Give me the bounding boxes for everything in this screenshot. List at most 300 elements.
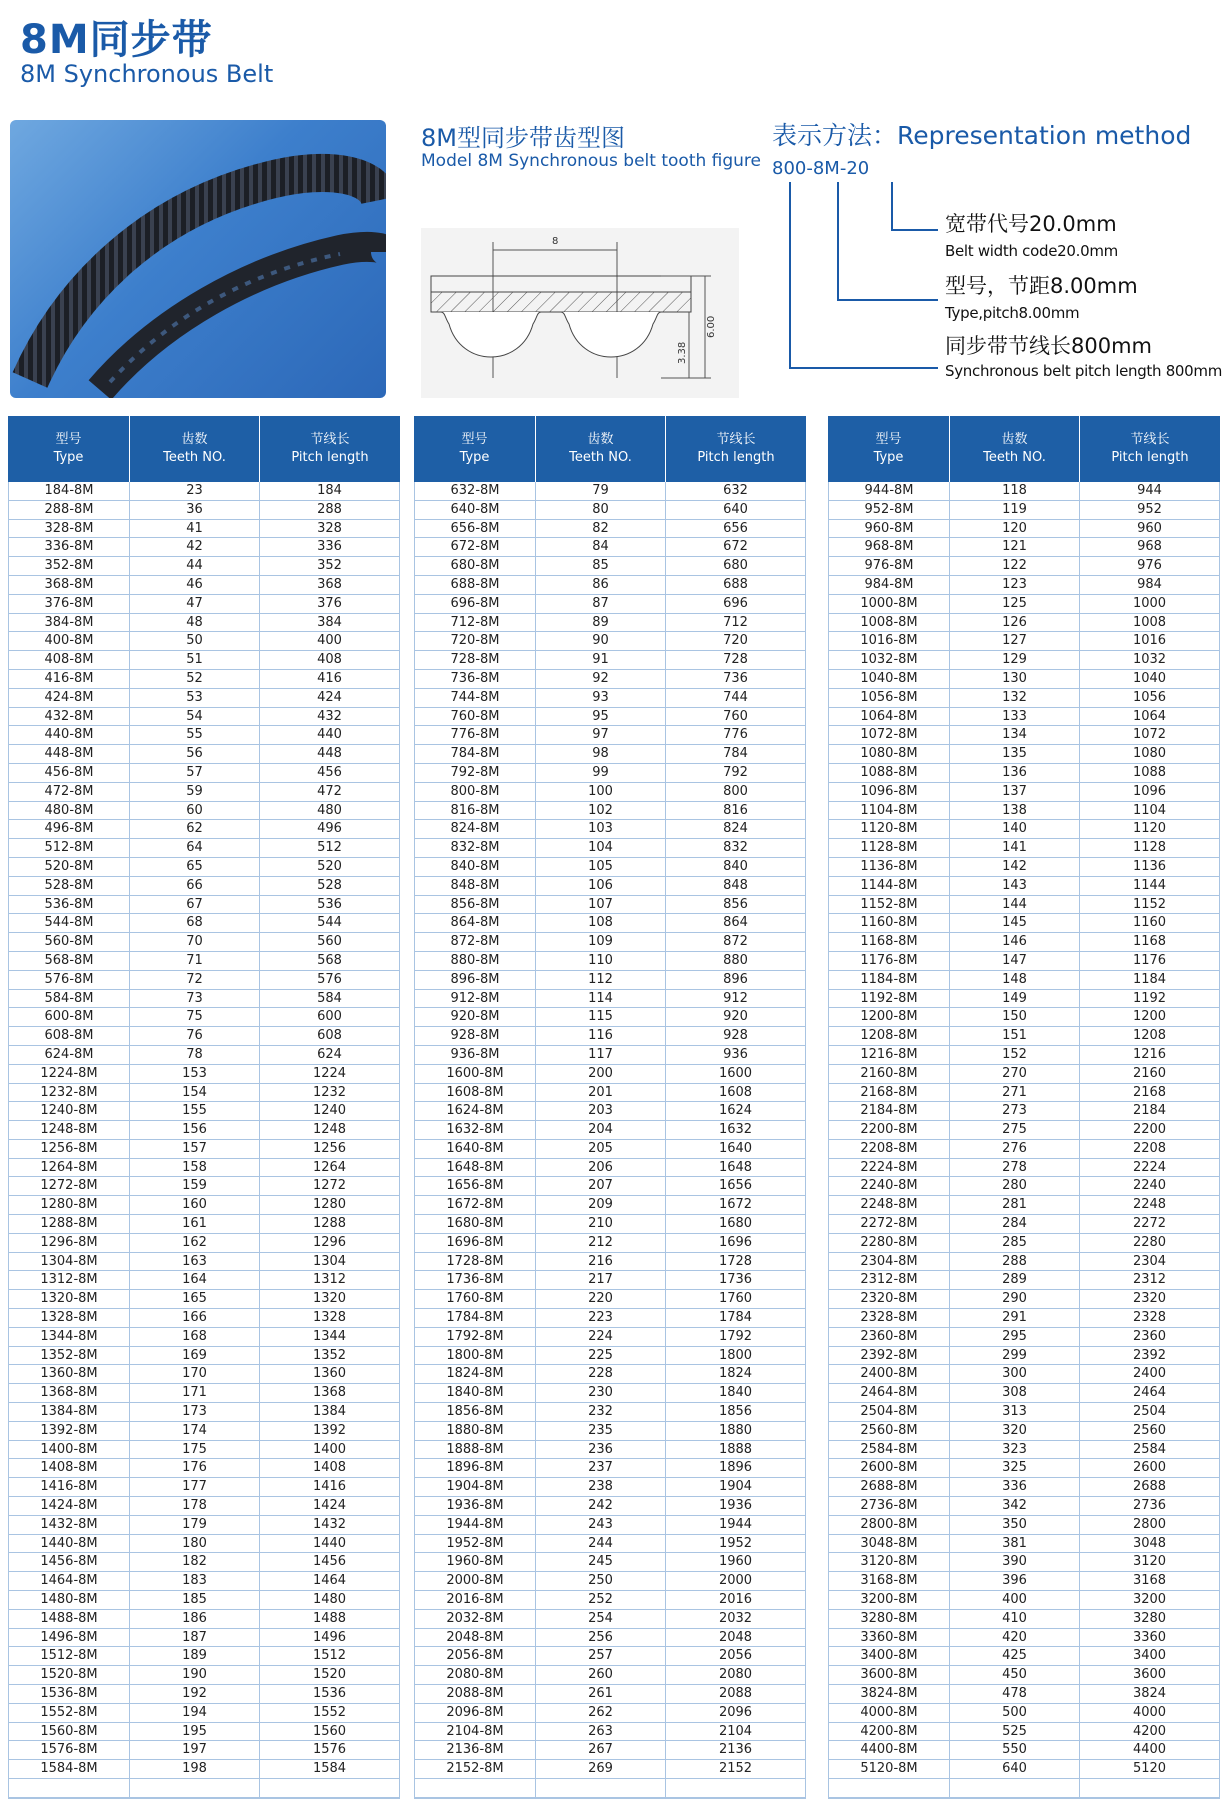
belt-table-1	[8, 416, 400, 1799]
table-row	[828, 708, 1220, 727]
cell-teeth: 179	[130, 1516, 260, 1535]
cell-type: 944-8M	[828, 482, 950, 501]
cell-type: 1416-8M	[8, 1478, 130, 1497]
representation-code	[772, 158, 869, 179]
cell-teeth: 323	[950, 1441, 1080, 1460]
cell-pitch-length: 880	[666, 952, 806, 971]
cell-teeth: 212	[536, 1234, 666, 1253]
table-row	[8, 726, 400, 745]
table-row	[8, 670, 400, 689]
table-row	[828, 1102, 1220, 1121]
table-row	[414, 1046, 806, 1065]
cell-teeth: 640	[950, 1760, 1080, 1779]
cell-teeth: 91	[536, 651, 666, 670]
cell-pitch-length: 584	[260, 990, 400, 1009]
cell-type: 1040-8M	[828, 670, 950, 689]
table-row	[414, 1403, 806, 1422]
cell-type: 1224-8M	[8, 1065, 130, 1084]
cell-pitch-length: 968	[1080, 538, 1220, 557]
cell-teeth: 71	[130, 952, 260, 971]
cell-pitch-length: 984	[1080, 576, 1220, 595]
cell-pitch-length: 3360	[1080, 1629, 1220, 1648]
table-row	[414, 1215, 806, 1234]
cell-teeth: 250	[536, 1572, 666, 1591]
cell-pitch-length: 368	[260, 576, 400, 595]
cell-pitch-length: 472	[260, 783, 400, 802]
cell-teeth: 106	[536, 877, 666, 896]
cell-type: 4400-8M	[828, 1741, 950, 1760]
cell-teeth: 160	[130, 1196, 260, 1215]
cell-type: 1328-8M	[8, 1309, 130, 1328]
col-header-pitch: 节线长 Pitch length	[1080, 416, 1220, 482]
table-row	[828, 745, 1220, 764]
cell-type: 1520-8M	[8, 1666, 130, 1685]
cell-teeth: 278	[950, 1159, 1080, 1178]
cell-teeth: 280	[950, 1177, 1080, 1196]
cell-type: 2208-8M	[828, 1140, 950, 1159]
cell-type: 984-8M	[828, 576, 950, 595]
table-row	[414, 614, 806, 633]
table-row	[414, 689, 806, 708]
cell-teeth: 121	[950, 538, 1080, 557]
table-row	[414, 1647, 806, 1666]
table-row	[414, 1140, 806, 1159]
cell-pitch-length: 624	[260, 1046, 400, 1065]
cell-teeth: 141	[950, 839, 1080, 858]
cell-type: 1696-8M	[414, 1234, 536, 1253]
cell-pitch-length: 3400	[1080, 1647, 1220, 1666]
cell-teeth: 162	[130, 1234, 260, 1253]
cell-type: 1600-8M	[414, 1065, 536, 1084]
cell-type: 2200-8M	[828, 1121, 950, 1140]
cell-pitch-length: 1608	[666, 1084, 806, 1103]
cell-pitch-length: 792	[666, 764, 806, 783]
table-row	[828, 670, 1220, 689]
cell-type: 1632-8M	[414, 1121, 536, 1140]
cell-type: 2688-8M	[828, 1478, 950, 1497]
cell-pitch-length: 1824	[666, 1365, 806, 1384]
table-row	[414, 1723, 806, 1742]
table-row	[8, 839, 400, 858]
cell-teeth: 156	[130, 1121, 260, 1140]
table-row	[828, 595, 1220, 614]
cell-teeth: 261	[536, 1685, 666, 1704]
table-row	[8, 689, 400, 708]
cell-type: 1440-8M	[8, 1535, 130, 1554]
cell-pitch-length: 2224	[1080, 1159, 1220, 1178]
cell-pitch-length: 912	[666, 990, 806, 1009]
cell-type: 3120-8M	[828, 1553, 950, 1572]
cell-type: 1888-8M	[414, 1441, 536, 1460]
table-row	[414, 1196, 806, 1215]
cell-teeth: 126	[950, 614, 1080, 633]
cell-pitch-length: 856	[666, 896, 806, 915]
cell-type: 1032-8M	[828, 651, 950, 670]
cell-teeth: 400	[950, 1591, 1080, 1610]
cell-teeth	[130, 1779, 260, 1799]
cell-type	[414, 1779, 536, 1799]
table-row	[828, 1046, 1220, 1065]
table-row	[828, 726, 1220, 745]
cell-type: 1280-8M	[8, 1196, 130, 1215]
cell-pitch-length: 1784	[666, 1309, 806, 1328]
cell-teeth: 109	[536, 933, 666, 952]
table-row	[828, 1177, 1220, 1196]
cell-pitch-length: 1632	[666, 1121, 806, 1140]
height-dimension-label: 6.00	[706, 315, 717, 338]
cell-pitch-length: 352	[260, 557, 400, 576]
table-row	[8, 1459, 400, 1478]
cell-teeth: 198	[130, 1760, 260, 1779]
table-row	[828, 858, 1220, 877]
cell-type: 1272-8M	[8, 1177, 130, 1196]
cell-pitch-length: 1880	[666, 1422, 806, 1441]
cell-teeth: 189	[130, 1647, 260, 1666]
table-row	[414, 1704, 806, 1723]
cell-teeth: 154	[130, 1084, 260, 1103]
cell-pitch-length: 184	[260, 482, 400, 501]
cell-pitch-length: 1208	[1080, 1027, 1220, 1046]
cell-teeth: 289	[950, 1271, 1080, 1290]
cell-teeth: 159	[130, 1177, 260, 1196]
table-row	[8, 877, 400, 896]
cell-type: 1648-8M	[414, 1159, 536, 1178]
cell-type: 472-8M	[8, 783, 130, 802]
code-separator: -	[806, 158, 813, 179]
cell-type: 832-8M	[414, 839, 536, 858]
cell-type: 2000-8M	[414, 1572, 536, 1591]
cell-pitch-length: 1952	[666, 1535, 806, 1554]
table-row	[414, 1516, 806, 1535]
cell-type: 1168-8M	[828, 933, 950, 952]
cell-type: 1240-8M	[8, 1102, 130, 1121]
cell-type: 1408-8M	[8, 1459, 130, 1478]
cell-teeth: 56	[130, 745, 260, 764]
cell-teeth: 209	[536, 1196, 666, 1215]
cell-type: 824-8M	[414, 820, 536, 839]
cell-type: 2272-8M	[828, 1215, 950, 1234]
table-row	[828, 1271, 1220, 1290]
table-row	[8, 1497, 400, 1516]
cell-type: 352-8M	[8, 557, 130, 576]
table-row	[828, 990, 1220, 1009]
cell-pitch-length: 1480	[260, 1591, 400, 1610]
cell-teeth: 175	[130, 1441, 260, 1460]
cell-pitch-length: 1016	[1080, 632, 1220, 651]
cell-type: 4000-8M	[828, 1704, 950, 1723]
cell-type: 560-8M	[8, 933, 130, 952]
table-row	[414, 1102, 806, 1121]
cell-pitch-length: 680	[666, 557, 806, 576]
col-header-type: 型号 Type	[828, 416, 950, 482]
table-row	[8, 651, 400, 670]
cell-type: 368-8M	[8, 576, 130, 595]
cell-pitch-length: 1184	[1080, 971, 1220, 990]
cell-pitch-length: 1040	[1080, 670, 1220, 689]
cell-pitch-length: 416	[260, 670, 400, 689]
cell-pitch-length: 656	[666, 520, 806, 539]
table-row	[828, 1159, 1220, 1178]
cell-type: 920-8M	[414, 1008, 536, 1027]
table-row	[8, 1234, 400, 1253]
cell-type: 816-8M	[414, 802, 536, 821]
table-row	[828, 1535, 1220, 1554]
cell-teeth: 47	[130, 595, 260, 614]
cell-pitch-length: 1104	[1080, 802, 1220, 821]
table-row	[828, 1760, 1220, 1779]
cell-teeth: 93	[536, 689, 666, 708]
cell-teeth: 223	[536, 1309, 666, 1328]
table-row	[828, 820, 1220, 839]
table-row	[828, 1723, 1220, 1742]
cell-pitch-length: 1240	[260, 1102, 400, 1121]
table-row	[8, 896, 400, 915]
cell-pitch-length: 432	[260, 708, 400, 727]
cell-pitch-length: 1328	[260, 1309, 400, 1328]
cell-pitch-length: 2392	[1080, 1347, 1220, 1366]
cell-type: 1008-8M	[828, 614, 950, 633]
cell-teeth: 95	[536, 708, 666, 727]
cell-pitch-length: 1400	[260, 1441, 400, 1460]
cell-type: 1536-8M	[8, 1685, 130, 1704]
cell-pitch-length: 496	[260, 820, 400, 839]
table-row	[828, 1666, 1220, 1685]
cell-type: 1368-8M	[8, 1384, 130, 1403]
table-row	[8, 1572, 400, 1591]
cell-teeth: 86	[536, 576, 666, 595]
cell-type: 2168-8M	[828, 1084, 950, 1103]
cell-type: 1000-8M	[828, 595, 950, 614]
cell-type: 2800-8M	[828, 1516, 950, 1535]
table-row	[8, 1591, 400, 1610]
cell-teeth: 130	[950, 670, 1080, 689]
belt-photo	[10, 120, 386, 398]
cell-type: 1352-8M	[8, 1347, 130, 1366]
cell-type: 2600-8M	[828, 1459, 950, 1478]
table-row	[828, 1065, 1220, 1084]
cell-teeth: 281	[950, 1196, 1080, 1215]
table-row	[8, 576, 400, 595]
cell-type: 1680-8M	[414, 1215, 536, 1234]
cell-teeth: 285	[950, 1234, 1080, 1253]
table-row	[414, 1478, 806, 1497]
table-row	[8, 1215, 400, 1234]
cell-type: 424-8M	[8, 689, 130, 708]
cell-pitch-length: 2272	[1080, 1215, 1220, 1234]
table-row	[414, 820, 806, 839]
cell-pitch-length: 944	[1080, 482, 1220, 501]
cell-type: 1792-8M	[414, 1328, 536, 1347]
cell-teeth: 149	[950, 990, 1080, 1009]
cell-teeth: 232	[536, 1403, 666, 1422]
table-row	[414, 1535, 806, 1554]
cell-type: 3360-8M	[828, 1629, 950, 1648]
cell-type	[8, 1779, 130, 1799]
cell-pitch-length: 2688	[1080, 1478, 1220, 1497]
table-row	[8, 1629, 400, 1648]
cell-teeth: 174	[130, 1422, 260, 1441]
col-header-pitch: 节线长 Pitch length	[260, 416, 400, 482]
cell-type: 448-8M	[8, 745, 130, 764]
cell-teeth: 210	[536, 1215, 666, 1234]
cell-teeth: 290	[950, 1290, 1080, 1309]
cell-type: 1392-8M	[8, 1422, 130, 1441]
cell-teeth: 129	[950, 651, 1080, 670]
cell-pitch-length: 824	[666, 820, 806, 839]
cell-teeth: 161	[130, 1215, 260, 1234]
table-row	[8, 482, 400, 501]
table-row	[414, 557, 806, 576]
table-row	[8, 1177, 400, 1196]
cell-pitch-length: 1304	[260, 1253, 400, 1272]
table-row	[828, 557, 1220, 576]
table-row	[414, 914, 806, 933]
cell-type: 2136-8M	[414, 1741, 536, 1760]
cell-teeth: 112	[536, 971, 666, 990]
cell-pitch-length: 3200	[1080, 1591, 1220, 1610]
cell-type: 4200-8M	[828, 1723, 950, 1742]
table-row	[828, 1685, 1220, 1704]
cell-pitch-length: 776	[666, 726, 806, 745]
cell-teeth: 118	[950, 482, 1080, 501]
table-row	[414, 1497, 806, 1516]
cell-type: 384-8M	[8, 614, 130, 633]
table-row	[414, 764, 806, 783]
cell-teeth: 410	[950, 1610, 1080, 1629]
cell-teeth: 52	[130, 670, 260, 689]
table-row	[414, 1008, 806, 1027]
cell-teeth: 137	[950, 783, 1080, 802]
cell-type: 896-8M	[414, 971, 536, 990]
cell-type: 440-8M	[8, 726, 130, 745]
cell-pitch-length: 384	[260, 614, 400, 633]
belt-table-3	[828, 416, 1220, 1799]
cell-pitch-length: 1360	[260, 1365, 400, 1384]
cell-teeth: 168	[130, 1328, 260, 1347]
table-row	[414, 858, 806, 877]
page-title: 8M同步带	[20, 17, 213, 63]
table-row	[828, 1704, 1220, 1723]
cell-teeth: 550	[950, 1741, 1080, 1760]
cell-teeth: 110	[536, 952, 666, 971]
cell-teeth: 201	[536, 1084, 666, 1103]
cell-teeth: 102	[536, 802, 666, 821]
cell-teeth: 194	[130, 1704, 260, 1723]
cell-pitch-length: 3168	[1080, 1572, 1220, 1591]
cell-type: 1656-8M	[414, 1177, 536, 1196]
cell-pitch-length: 4000	[1080, 1704, 1220, 1723]
table-row	[8, 501, 400, 520]
table-row	[828, 1553, 1220, 1572]
cell-type: 1360-8M	[8, 1365, 130, 1384]
cell-type: 416-8M	[8, 670, 130, 689]
cell-teeth: 270	[950, 1065, 1080, 1084]
cell-teeth: 44	[130, 557, 260, 576]
table-row	[828, 914, 1220, 933]
cell-type: 2464-8M	[828, 1384, 950, 1403]
cell-pitch-length: 1384	[260, 1403, 400, 1422]
cell-pitch-length: 1352	[260, 1347, 400, 1366]
table-row	[8, 1422, 400, 1441]
cell-teeth: 325	[950, 1459, 1080, 1478]
table-row	[8, 1685, 400, 1704]
table-row	[828, 1422, 1220, 1441]
cell-teeth: 99	[536, 764, 666, 783]
table-row	[414, 1572, 806, 1591]
cell-teeth: 85	[536, 557, 666, 576]
cell-teeth: 217	[536, 1271, 666, 1290]
table-row	[828, 482, 1220, 501]
table-row	[414, 1553, 806, 1572]
cell-teeth: 308	[950, 1384, 1080, 1403]
cell-type: 2280-8M	[828, 1234, 950, 1253]
table-row	[8, 1741, 400, 1760]
cell-pitch-length: 2400	[1080, 1365, 1220, 1384]
cell-pitch-length: 1224	[260, 1065, 400, 1084]
cell-teeth: 207	[536, 1177, 666, 1196]
cell-pitch-length: 1584	[260, 1760, 400, 1779]
cell-pitch-length: 976	[1080, 557, 1220, 576]
table-row	[8, 1610, 400, 1629]
cell-teeth: 192	[130, 1685, 260, 1704]
cell-teeth: 68	[130, 914, 260, 933]
cell-teeth: 478	[950, 1685, 1080, 1704]
cell-pitch-length: 1888	[666, 1441, 806, 1460]
cell-teeth: 244	[536, 1535, 666, 1554]
table-row	[828, 1290, 1220, 1309]
cell-type: 760-8M	[414, 708, 536, 727]
cell-pitch-length: 2360	[1080, 1328, 1220, 1347]
cell-teeth: 320	[950, 1422, 1080, 1441]
cell-pitch-length: 2032	[666, 1610, 806, 1629]
cell-pitch-length: 424	[260, 689, 400, 708]
cell-pitch-length: 1008	[1080, 614, 1220, 633]
cell-teeth: 262	[536, 1704, 666, 1723]
table-row	[414, 877, 806, 896]
cell-pitch-length: 2328	[1080, 1309, 1220, 1328]
cell-type: 2160-8M	[828, 1065, 950, 1084]
cell-type: 2400-8M	[828, 1365, 950, 1384]
cell-pitch-length: 1200	[1080, 1008, 1220, 1027]
cell-teeth: 263	[536, 1723, 666, 1742]
cell-teeth: 125	[950, 595, 1080, 614]
cell-pitch-length: 328	[260, 520, 400, 539]
cell-pitch-length: 1800	[666, 1347, 806, 1366]
cell-type: 1136-8M	[828, 858, 950, 877]
cell-type: 1064-8M	[828, 708, 950, 727]
cell-type: 2088-8M	[414, 1685, 536, 1704]
cell-type: 1488-8M	[8, 1610, 130, 1629]
cell-type: 1320-8M	[8, 1290, 130, 1309]
cell-pitch-length: 456	[260, 764, 400, 783]
table-row	[8, 708, 400, 727]
cell-teeth: 269	[536, 1760, 666, 1779]
cell-type: 3280-8M	[828, 1610, 950, 1629]
cell-pitch-length: 2304	[1080, 1253, 1220, 1272]
cell-teeth: 225	[536, 1347, 666, 1366]
cell-type: 1760-8M	[414, 1290, 536, 1309]
cell-pitch-length: 1792	[666, 1328, 806, 1347]
cell-type: 1248-8M	[8, 1121, 130, 1140]
table-row	[8, 1647, 400, 1666]
cell-teeth: 103	[536, 820, 666, 839]
code-length: 800	[772, 158, 807, 179]
cell-pitch-length: 1408	[260, 1459, 400, 1478]
page-subtitle: 8M Synchronous Belt	[20, 60, 274, 88]
cell-pitch-length: 448	[260, 745, 400, 764]
table-row	[828, 1384, 1220, 1403]
table-row	[828, 538, 1220, 557]
